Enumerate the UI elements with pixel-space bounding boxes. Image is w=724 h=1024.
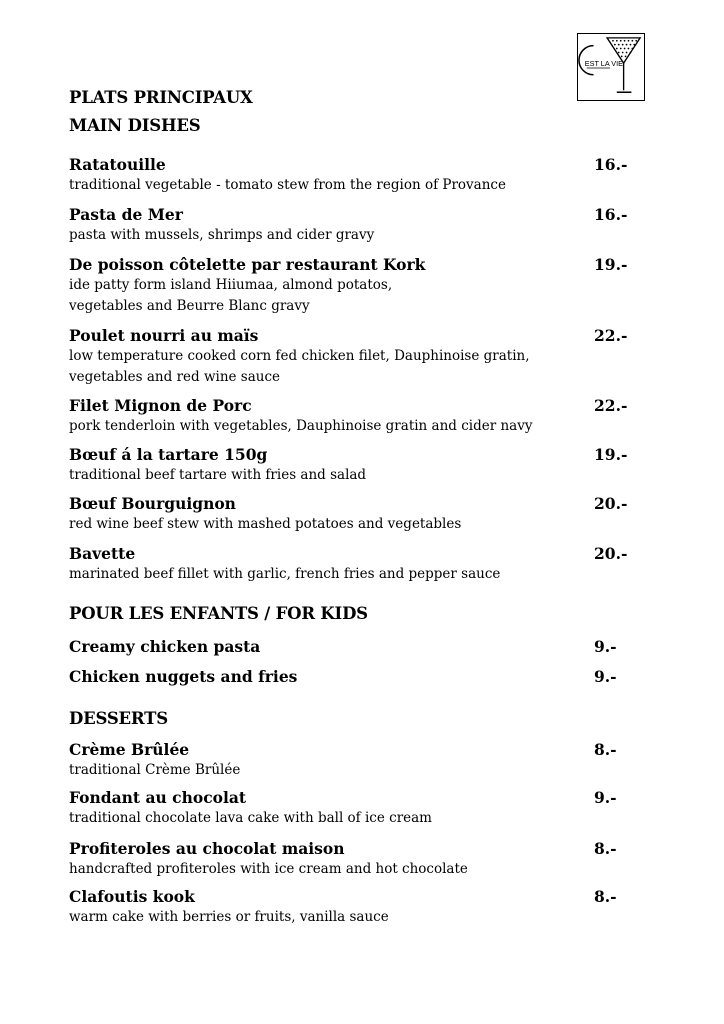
dish-price: 8.-	[594, 839, 617, 858]
dish-name: De poisson côtelette par restaurant Kork	[69, 255, 426, 274]
dish-description: traditional chocolate lava cake with ball of ice cream	[69, 810, 432, 826]
menu-item	[69, 205, 627, 246]
menu-item	[69, 788, 627, 829]
dish-price: 9.-	[594, 667, 617, 686]
dish-description: traditional beef tartare with fries and salad	[69, 467, 367, 483]
dish-price: 16.-	[594, 155, 628, 174]
dish-name: Fondant au chocolat	[69, 788, 247, 807]
logo-text: EST LA VIE	[584, 59, 624, 69]
dish-name: Creamy chicken pasta	[69, 637, 261, 656]
dish-description: warm cake with berries or fruits, vanilla sauce	[69, 909, 389, 925]
dish-price: 9.-	[594, 637, 617, 656]
menu-item	[69, 667, 627, 687]
dish-name: Bavette	[69, 544, 136, 563]
menu-item	[69, 155, 627, 196]
main-heading-en: MAIN DISHES	[69, 116, 201, 135]
menu-item	[69, 396, 627, 437]
dish-description: vegetables and red wine sauce	[69, 369, 281, 385]
dish-price: 19.-	[594, 255, 628, 274]
dish-name: Ratatouille	[69, 155, 166, 174]
menu-item	[69, 494, 627, 535]
dish-price: 8.-	[594, 887, 617, 906]
dish-description: pork tenderloin with vegetables, Dauphinoise gratin and cider navy	[69, 418, 533, 434]
dish-description: traditional vegetable - tomato stew from the region of Provance	[69, 177, 506, 193]
menu-item	[69, 637, 627, 657]
restaurant-logo	[577, 33, 645, 101]
menu-item	[69, 887, 627, 928]
martini-glass-logo-icon	[578, 34, 644, 100]
dish-name: Bœuf Bourguignon	[69, 494, 236, 513]
dish-name: Poulet nourri au maïs	[69, 326, 259, 345]
menu-item	[69, 740, 627, 781]
dish-description: red wine beef stew with mashed potatoes and vegetables	[69, 516, 462, 532]
main-heading-fr: PLATS PRINCIPAUX	[69, 88, 253, 107]
dish-price: 9.-	[594, 788, 617, 807]
dish-name: Filet Mignon de Porc	[69, 396, 252, 415]
dish-description: vegetables and Beurre Blanc gravy	[69, 298, 310, 314]
dish-price: 8.-	[594, 740, 617, 759]
dish-description: traditional Crème Brûlée	[69, 762, 241, 778]
dish-price: 22.-	[594, 326, 628, 345]
dish-name: Chicken nuggets and fries	[69, 667, 298, 686]
menu-item	[69, 255, 627, 317]
dish-description: ide patty form island Hiiumaa, almond potatos,	[69, 277, 393, 293]
dish-description: marinated beef fillet with garlic, french fries and pepper sauce	[69, 566, 501, 582]
dish-price: 19.-	[594, 445, 628, 464]
dish-price: 16.-	[594, 205, 628, 224]
dish-price: 22.-	[594, 396, 628, 415]
desserts-heading: DESSERTS	[69, 709, 168, 728]
dish-price: 20.-	[594, 494, 628, 513]
menu-item	[69, 326, 627, 388]
menu-item	[69, 544, 627, 585]
dish-description: handcrafted profiteroles with ice cream and hot chocolate	[69, 861, 468, 877]
dish-name: Crème Brûlée	[69, 740, 190, 759]
kids-heading: POUR LES ENFANTS / FOR KIDS	[69, 604, 368, 623]
menu-item	[69, 839, 627, 880]
dish-name: Clafoutis kook	[69, 887, 195, 906]
menu-item	[69, 445, 627, 486]
dish-name: Profiteroles au chocolat maison	[69, 839, 345, 858]
dish-price: 20.-	[594, 544, 628, 563]
dish-description: pasta with mussels, shrimps and cider gravy	[69, 227, 375, 243]
dish-name: Bœuf á la tartare 150g	[69, 445, 268, 464]
dish-name: Pasta de Mer	[69, 205, 183, 224]
dish-description: low temperature cooked corn fed chicken filet, Dauphinoise gratin,	[69, 348, 530, 364]
